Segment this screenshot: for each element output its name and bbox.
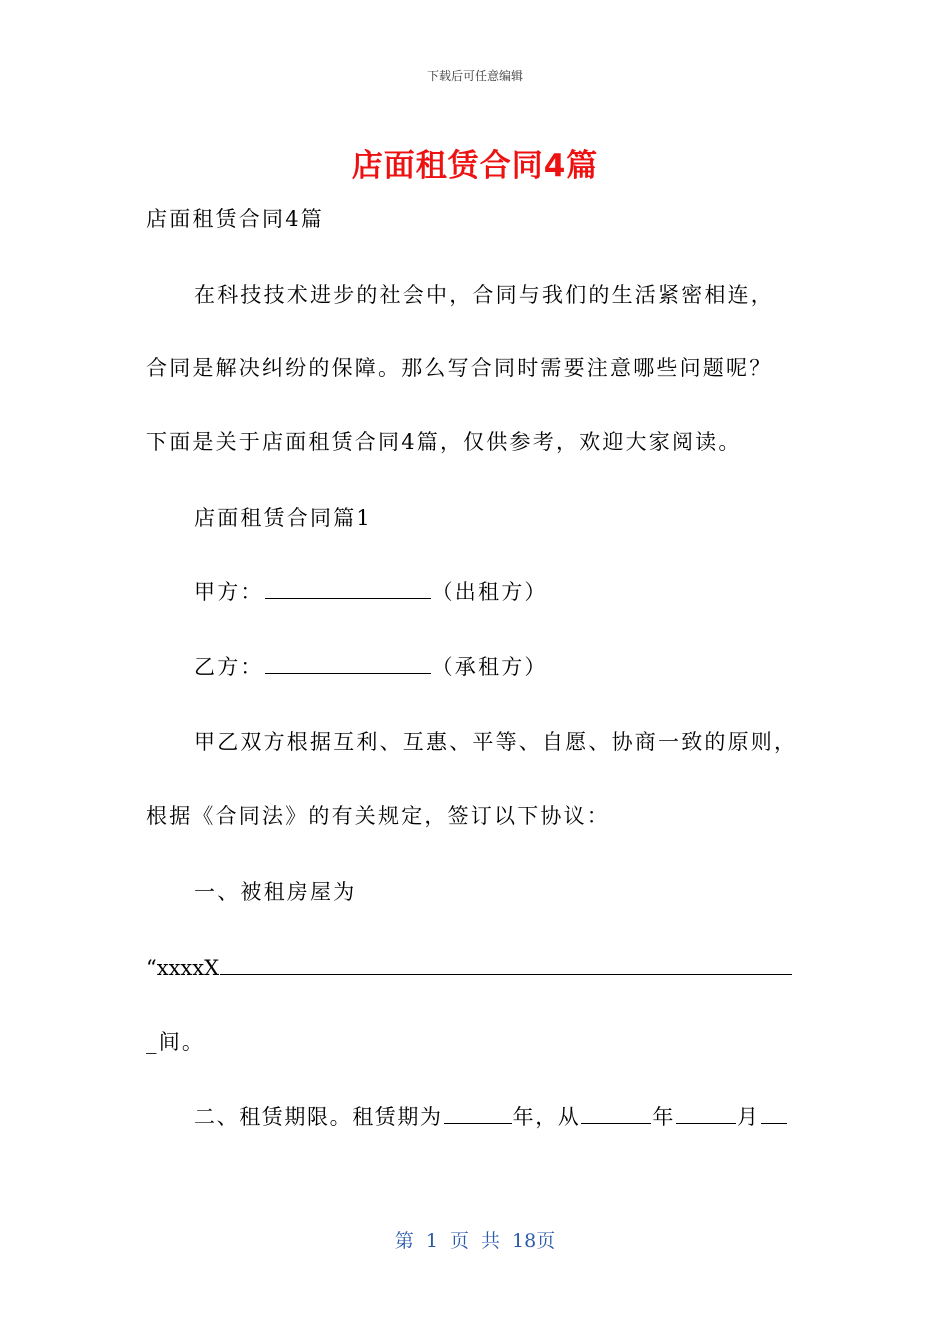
clause-2-prefix: 二、租赁期限。租赁期为: [194, 1105, 443, 1129]
document-subtitle: 店面租赁合同4篇: [146, 207, 324, 231]
party-a-role: （出租方）: [431, 580, 548, 604]
document-title: 店面租赁合同4篇: [351, 148, 599, 184]
clause-1-end-prefix: _: [146, 1030, 159, 1054]
clause-1-end: 间。: [158, 1030, 206, 1054]
party-b-blank: [265, 653, 431, 674]
section-1-title: 店面租赁合同篇1: [194, 506, 372, 530]
party-b-role: （承租方）: [431, 655, 548, 679]
intro-paragraph-line-3: 下面是关于店面租赁合同4篇，仅供参考，欢迎大家阅读。: [146, 430, 742, 454]
clause-1-title: 一、被租房屋为: [194, 880, 357, 904]
party-b-label: 乙方：: [194, 655, 264, 679]
clause-2-day-blank: [761, 1103, 787, 1124]
header-note: 下载后可任意编辑: [426, 69, 523, 83]
clause-2-year: 年，从: [512, 1105, 581, 1129]
party-a-line: [194, 577, 548, 607]
party-a-blank: [265, 578, 431, 599]
intro-paragraph-line-1: 在科技技术进步的社会中，合同与我们的生活紧密相连，: [194, 283, 774, 307]
party-a-label: 甲方：: [194, 580, 264, 604]
clause-1-address-line: [146, 953, 793, 983]
principle-line-2: 根据《合同法》的有关规定，签订以下协议：: [146, 804, 610, 828]
clause-2-month: 月: [737, 1105, 760, 1129]
clause-2-line: [194, 1102, 788, 1132]
clause-1-end-line: [146, 1027, 205, 1057]
intro-paragraph-line-2: 合同是解决纠纷的保障。那么写合同时需要注意哪些问题呢？: [146, 356, 773, 380]
party-b-line: [194, 652, 548, 682]
clause-2-start-year-blank: [581, 1103, 651, 1124]
clause-2-year-2: 年: [652, 1105, 676, 1129]
clause-2-month-blank: [676, 1103, 736, 1124]
clause-2-term-blank: [444, 1103, 512, 1124]
principle-line-1: 甲乙双方根据互利、互惠、平等、自愿、协商一致的原则，: [194, 730, 798, 754]
clause-1-address-blank: [220, 954, 792, 975]
clause-1-address-prefix: “xxxxX: [146, 956, 220, 980]
page-number-footer: 第 1 页 共 18页: [394, 1230, 556, 1252]
